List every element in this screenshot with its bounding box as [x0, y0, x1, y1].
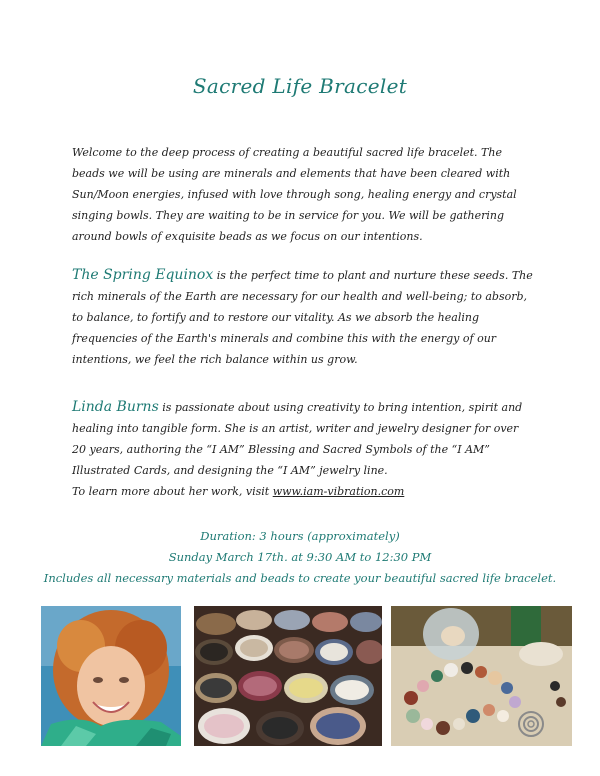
duration-line: Duration: 3 hours (approximately): [200, 529, 400, 543]
bio-heading: Linda Burns: [72, 399, 159, 415]
equinox-text: is the perfect time to plant and nurture these seeds. The rich minerals of the Earth are necessary for our health and well-being; to absorb, to balance, to fortify and to restore our vitality. As we absorb the healing frequencies of the Earth's minerals and combine this with the energy of our intentions, we feel the rich balance within us grow.: [72, 269, 533, 366]
learn-more-text: To learn more about her work, visit: [72, 485, 273, 498]
bead-bowls-photo: [194, 606, 382, 746]
intro-paragraph: Welcome to the deep process of creating a beautiful sacred life bracelet. The beads we will be using are minerals and elements that have been cleared with Sun/Moon energies, infused with love through song, healing energy and crystal singing bowls. They are waiting to be in service for you. We will be gathering around bowls of exquisite beads as we focus on our intentions.: [72, 146, 517, 243]
website-link[interactable]: www.iam-vibration.com: [272, 485, 405, 498]
bio-paragraph: [72, 397, 534, 502]
equinox-paragraph: [72, 265, 534, 370]
includes-line: Includes all necessary materials and beads to create your beautiful sacred life bracelet.: [43, 571, 557, 585]
bio-text: is passionate about using creativity to bring intention, spirit and healing into tangible form. She is an artist, writer and jewelry designer for over 20 years, authoring the “I AM” Blessing and Sacred Symbols of the “I AM” Illustrated Cards, and designing the “I AM” jewelry line.: [72, 401, 523, 477]
date-line: Sunday March 17th. at 9:30 AM to 12:30 PM: [168, 550, 432, 564]
equinox-heading: The Spring Equinox: [72, 267, 214, 283]
page-title: Sacred Life Bracelet: [192, 74, 408, 98]
bracelet-beads-photo: [391, 606, 572, 746]
portrait-photo: [41, 606, 181, 746]
event-details: [0, 526, 600, 589]
